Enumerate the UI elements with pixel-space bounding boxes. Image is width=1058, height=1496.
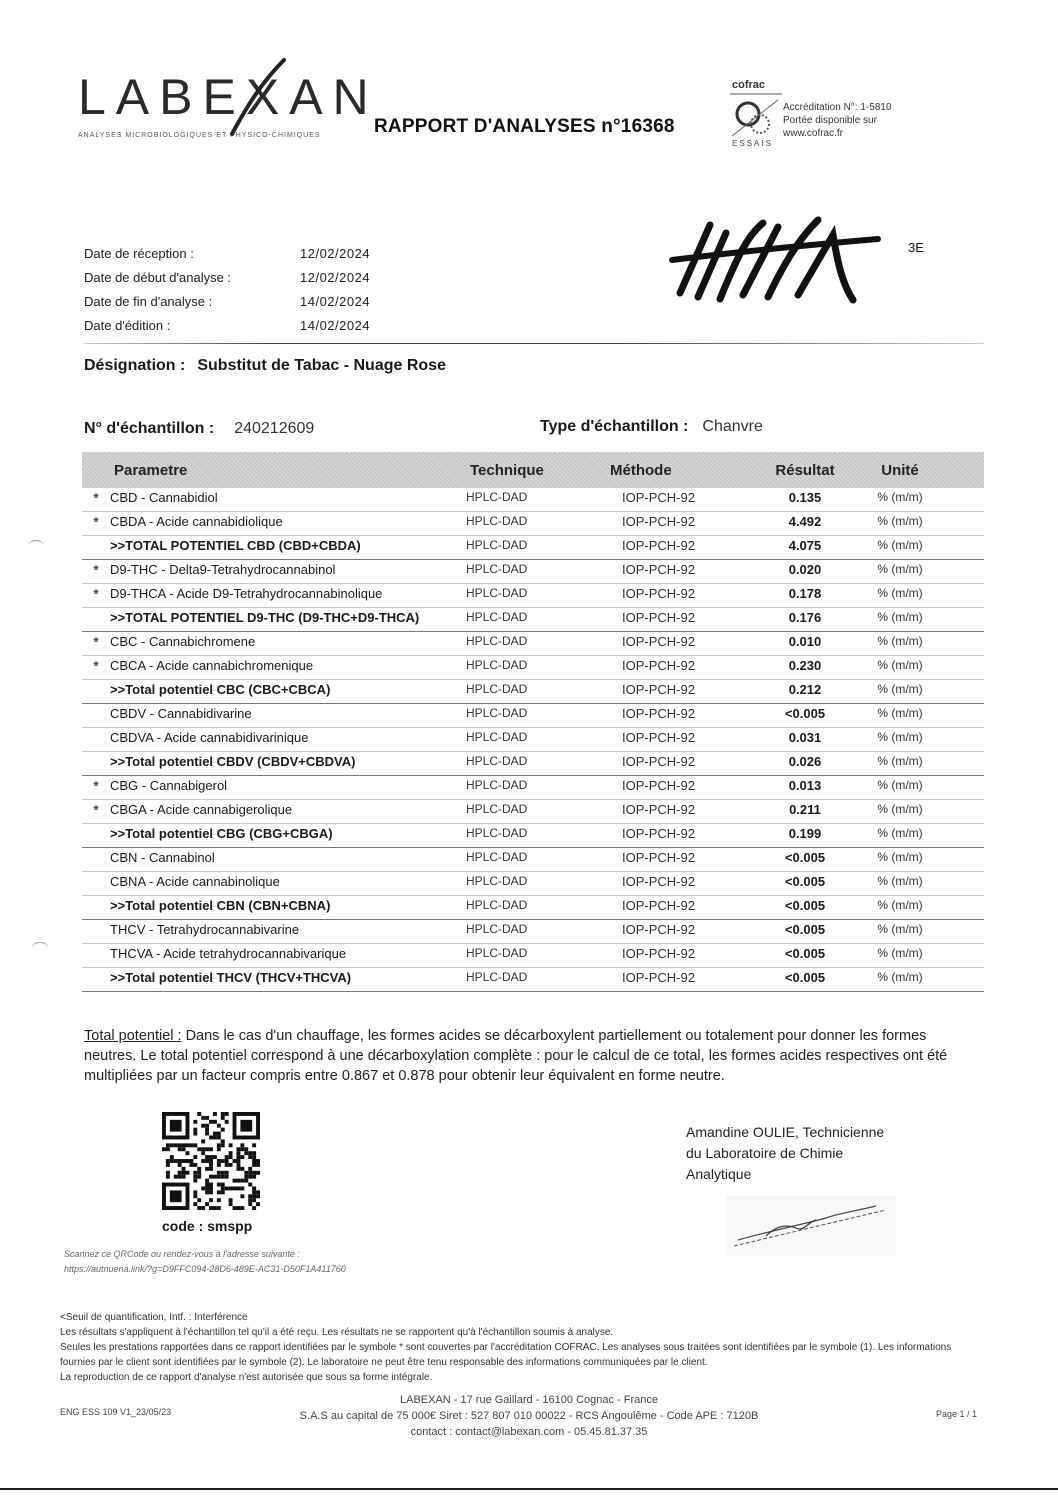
table-row bbox=[82, 824, 984, 848]
date-row bbox=[84, 265, 370, 289]
date-label: Date de fin d'analyse : bbox=[84, 293, 213, 309]
stamp-tag: 3E bbox=[908, 240, 924, 255]
header-method: Méthode bbox=[610, 461, 672, 479]
handwritten-signature-icon bbox=[668, 205, 898, 315]
punch-mark bbox=[28, 540, 44, 551]
legal-notes bbox=[60, 1310, 1040, 1385]
result-value: 0.211 bbox=[789, 802, 821, 817]
result-value: 4.492 bbox=[788, 514, 822, 529]
qr-url-link[interactable]: https://autnuena.link/?g=D9FFC094-28D6-489E-AC31-D50F1A411760 bbox=[64, 1264, 346, 1274]
parameter-name: CBDA - Acide cannabidiolique bbox=[110, 514, 283, 529]
table-row bbox=[82, 776, 984, 800]
table-row bbox=[82, 608, 984, 632]
parameter-name: CBGA - Acide cannabigerolique bbox=[110, 802, 293, 817]
result-value: <0.005 bbox=[784, 922, 826, 937]
unit: % (m/m) bbox=[877, 946, 923, 960]
technique: HPLC-DAD bbox=[466, 586, 528, 600]
table-row bbox=[82, 752, 984, 776]
logo-wordmark: LABEXAN bbox=[78, 69, 379, 125]
legal-line: La reproduction de ce rapport d'analyse n'est autorisée que sous sa forme intégrale. bbox=[60, 1372, 433, 1383]
technician-dept: Analytique bbox=[686, 1166, 752, 1182]
parameter-name: CBDVA - Acide cannabidivarinique bbox=[110, 730, 309, 745]
company-legal: S.A.S au capital de 75 000€ Siret : 527 807 010 00022 - RCS Angoulême - Code APE : 7120B bbox=[299, 1410, 759, 1422]
method: IOP-PCH-92 bbox=[622, 874, 695, 889]
technique: HPLC-DAD bbox=[466, 610, 528, 624]
table-row bbox=[82, 704, 984, 728]
method: IOP-PCH-92 bbox=[622, 634, 695, 649]
dates-block bbox=[84, 241, 370, 337]
designation-label: Désignation : bbox=[84, 357, 186, 374]
technician-role: du Laboratoire de Chimie bbox=[686, 1145, 844, 1161]
sample-type-value: Chanvre bbox=[702, 418, 763, 435]
star-marker: * bbox=[93, 562, 99, 579]
document-reference: ENG ESS 109 V1_23/05/23 bbox=[60, 1407, 172, 1417]
parameter-name: CBCA - Acide cannabichromenique bbox=[110, 658, 314, 673]
legal-line: fournies par le client sont identifiées par le symbole (2). Le laboratoire ne peut être tenu responsable des informations communiquées par le client. bbox=[60, 1357, 708, 1368]
star-marker: * bbox=[93, 586, 99, 603]
unit: % (m/m) bbox=[877, 706, 923, 720]
unit: % (m/m) bbox=[877, 754, 923, 768]
punch-mark bbox=[32, 942, 48, 953]
method: IOP-PCH-92 bbox=[622, 826, 695, 841]
parameter-name: CBD - Cannabidiol bbox=[110, 490, 218, 505]
table-row bbox=[82, 512, 984, 536]
result-value: <0.005 bbox=[784, 946, 826, 961]
labexan-logo bbox=[78, 69, 379, 139]
logo-swoosh-icon bbox=[226, 58, 286, 138]
technician-block bbox=[686, 1122, 884, 1185]
result-value: 0.212 bbox=[788, 682, 822, 697]
star-marker: * bbox=[93, 802, 99, 819]
table-row bbox=[82, 800, 984, 824]
technique: HPLC-DAD bbox=[466, 562, 528, 576]
date-value: 12/02/2024 bbox=[300, 269, 371, 285]
parameter-name: THCVA - Acide tetrahydrocannabivarique bbox=[110, 946, 347, 961]
result-value: <0.005 bbox=[784, 874, 826, 889]
table-header bbox=[82, 452, 984, 488]
section-divider bbox=[84, 343, 984, 344]
date-value: 14/02/2024 bbox=[300, 317, 371, 333]
result-value: <0.005 bbox=[784, 706, 826, 721]
technique: HPLC-DAD bbox=[466, 922, 528, 936]
result-value: 0.199 bbox=[788, 826, 822, 841]
date-row bbox=[84, 313, 370, 337]
result-value: 0.020 bbox=[788, 562, 822, 577]
sample-number-label: N° d'échantillon : bbox=[84, 420, 215, 437]
parameter-name: CBN - Cannabinol bbox=[110, 850, 215, 865]
date-value: 14/02/2024 bbox=[300, 293, 371, 309]
sample-number-value: 240212609 bbox=[234, 420, 315, 437]
company-footer bbox=[0, 1392, 1058, 1440]
technique: HPLC-DAD bbox=[466, 706, 528, 720]
table-row bbox=[82, 584, 984, 608]
date-label: Date de réception : bbox=[84, 245, 194, 261]
technique: HPLC-DAD bbox=[466, 730, 528, 744]
table-row bbox=[82, 656, 984, 680]
parameter-name: >>Total potentiel THCV (THCV+THCVA) bbox=[110, 970, 352, 985]
unit: % (m/m) bbox=[877, 730, 923, 744]
header-unit: Unité bbox=[881, 461, 919, 479]
parameter-name: >>Total potentiel CBN (CBN+CBNA) bbox=[110, 898, 331, 913]
date-label: Date de début d'analyse : bbox=[84, 269, 232, 285]
method: IOP-PCH-92 bbox=[622, 730, 695, 745]
technician-signature-icon bbox=[726, 1196, 896, 1256]
method: IOP-PCH-92 bbox=[622, 850, 695, 865]
unit: % (m/m) bbox=[877, 682, 923, 696]
note-label: Total potentiel : bbox=[84, 1028, 182, 1044]
method: IOP-PCH-92 bbox=[622, 754, 695, 769]
technique: HPLC-DAD bbox=[466, 538, 528, 552]
parameter-name: >>Total potentiel CBG (CBG+CBGA) bbox=[110, 826, 333, 841]
cofrac-label: cofrac bbox=[732, 79, 766, 91]
method: IOP-PCH-92 bbox=[622, 970, 695, 985]
table-row bbox=[82, 968, 984, 992]
date-row bbox=[84, 289, 370, 313]
unit: % (m/m) bbox=[877, 778, 923, 792]
result-value: 0.178 bbox=[788, 586, 822, 601]
total-potential-note bbox=[84, 1026, 964, 1086]
method: IOP-PCH-92 bbox=[622, 658, 695, 673]
result-value: 0.135 bbox=[788, 490, 822, 505]
parameter-name: >>Total potentiel CBC (CBC+CBCA) bbox=[110, 682, 331, 697]
technique: HPLC-DAD bbox=[466, 682, 528, 696]
technique: HPLC-DAD bbox=[466, 898, 528, 912]
sample-type bbox=[540, 418, 763, 436]
star-marker: * bbox=[93, 658, 99, 675]
unit: % (m/m) bbox=[877, 850, 923, 864]
parameter-name: CBC - Cannabichromene bbox=[110, 634, 256, 649]
technique: HPLC-DAD bbox=[466, 946, 528, 960]
technique: HPLC-DAD bbox=[466, 490, 528, 504]
unit: % (m/m) bbox=[877, 634, 923, 648]
technique: HPLC-DAD bbox=[466, 826, 528, 840]
report-title: RAPPORT D'ANALYSES n°16368 bbox=[374, 116, 675, 137]
parameter-name: CBG - Cannabigerol bbox=[110, 778, 228, 793]
star-marker: * bbox=[93, 514, 99, 531]
scope-line: Portée disponible sur bbox=[783, 115, 877, 126]
result-value: <0.005 bbox=[784, 850, 826, 865]
unit: % (m/m) bbox=[877, 514, 923, 528]
result-value: 0.013 bbox=[788, 778, 822, 793]
header-technique: Technique bbox=[470, 461, 544, 479]
page-bottom-rule bbox=[0, 1488, 1058, 1490]
method: IOP-PCH-92 bbox=[622, 514, 695, 529]
result-value: <0.005 bbox=[784, 898, 826, 913]
page-number: Page 1 / 1 bbox=[936, 1409, 978, 1419]
method: IOP-PCH-92 bbox=[622, 610, 695, 625]
method: IOP-PCH-92 bbox=[622, 778, 695, 793]
technique: HPLC-DAD bbox=[466, 802, 528, 816]
method: IOP-PCH-92 bbox=[622, 682, 695, 697]
method: IOP-PCH-92 bbox=[622, 946, 695, 961]
table-row bbox=[82, 896, 984, 920]
technique: HPLC-DAD bbox=[466, 778, 528, 792]
table-row bbox=[82, 560, 984, 584]
designation bbox=[84, 357, 446, 375]
parameter-name: D9-THCA - Acide D9-Tetrahydrocannabinolique bbox=[110, 586, 383, 601]
unit: % (m/m) bbox=[877, 922, 923, 936]
logo-subtitle: ANALYSES MICROBIOLOGIQUES ET PHYSICO-CHIMIQUES bbox=[78, 132, 321, 139]
result-value: <0.005 bbox=[784, 970, 826, 985]
designation-value: Substitut de Tabac - Nuage Rose bbox=[197, 357, 446, 374]
table-body bbox=[82, 488, 984, 992]
method: IOP-PCH-92 bbox=[622, 562, 695, 577]
company-address: LABEXAN - 17 rue Gaillard - 16100 Cognac - France bbox=[399, 1394, 659, 1406]
date-value: 12/02/2024 bbox=[300, 245, 371, 261]
qr-scan-text: Scannez ce QRCode ou rendez-vous à l'adresse suivante : bbox=[64, 1249, 300, 1259]
accreditation-number: Accréditation N°: 1-5810 bbox=[783, 102, 892, 113]
method: IOP-PCH-92 bbox=[622, 586, 695, 601]
technique: HPLC-DAD bbox=[466, 754, 528, 768]
method: IOP-PCH-92 bbox=[622, 922, 695, 937]
scope-link[interactable]: www.cofrac.fr bbox=[783, 128, 844, 139]
technique: HPLC-DAD bbox=[466, 970, 528, 984]
star-marker: * bbox=[93, 490, 99, 507]
unit: % (m/m) bbox=[877, 874, 923, 888]
header-result: Résultat bbox=[775, 461, 835, 479]
star-marker: * bbox=[93, 778, 99, 795]
unit: % (m/m) bbox=[877, 562, 923, 576]
legal-line: Les résultats s'appliquent à l'échantillon tel qu'il a été reçu. Les résultats ne se rapportent qu'à l'échantillon soumis à analyse. bbox=[60, 1327, 614, 1338]
table-row bbox=[82, 920, 984, 944]
table-row bbox=[82, 944, 984, 968]
unit: % (m/m) bbox=[877, 538, 923, 552]
parameter-name: CBDV - Cannabidivarine bbox=[110, 706, 252, 721]
parameter-name: THCV - Tetrahydrocannabivarine bbox=[110, 922, 300, 937]
method: IOP-PCH-92 bbox=[622, 898, 695, 913]
table-row bbox=[82, 488, 984, 512]
date-row bbox=[84, 241, 370, 265]
sample-number bbox=[84, 420, 314, 438]
method: IOP-PCH-92 bbox=[622, 490, 695, 505]
method: IOP-PCH-92 bbox=[622, 802, 695, 817]
technician-name: Amandine OULIE, Technicienne bbox=[686, 1124, 885, 1140]
result-value: 4.075 bbox=[788, 538, 822, 553]
qr-code-icon[interactable] bbox=[162, 1112, 260, 1210]
star-marker: * bbox=[93, 634, 99, 651]
date-label: Date d'édition : bbox=[84, 317, 171, 333]
cofrac-sub: ESSAIS bbox=[732, 139, 773, 148]
unit: % (m/m) bbox=[877, 586, 923, 600]
unit: % (m/m) bbox=[877, 826, 923, 840]
unit: % (m/m) bbox=[877, 802, 923, 816]
unit: % (m/m) bbox=[877, 970, 923, 984]
company-contact: contact : contact@labexan.com - 05.45.81.37.35 bbox=[410, 1426, 648, 1438]
header-parameter: Parametre bbox=[114, 461, 188, 479]
technique: HPLC-DAD bbox=[466, 658, 528, 672]
unit: % (m/m) bbox=[877, 658, 923, 672]
parameter-name: >>TOTAL POTENTIEL CBD (CBD+CBDA) bbox=[110, 538, 361, 553]
parameter-name: >>TOTAL POTENTIEL D9-THC (D9-THC+D9-THCA) bbox=[110, 610, 420, 625]
sample-type-label: Type d'échantillon : bbox=[540, 418, 689, 435]
unit: % (m/m) bbox=[877, 490, 923, 504]
qr-instructions bbox=[64, 1247, 346, 1277]
table-row bbox=[82, 632, 984, 656]
method: IOP-PCH-92 bbox=[622, 706, 695, 721]
note-text: Dans le cas d'un chauffage, les formes acides se décarboxylent partiellement ou totalement pour donner les formes neutres. Le total potentiel correspond à une décarboxylation complète : pour le calcul de ce total, les formes acides respectives ont été multipliées par un facteur compris entre 0.867 et 0.878 pour obtenir leur équivalent en forme neutre. bbox=[84, 1028, 948, 1084]
unit: % (m/m) bbox=[877, 898, 923, 912]
unit: % (m/m) bbox=[877, 610, 923, 624]
accreditation-info bbox=[783, 101, 892, 140]
results-table bbox=[82, 452, 984, 992]
legal-line: <Seuil de quantification, Intf. : Interférence bbox=[60, 1312, 248, 1323]
table-row bbox=[82, 536, 984, 560]
result-value: 0.230 bbox=[788, 658, 822, 673]
table-row bbox=[82, 680, 984, 704]
legal-line: Seules les prestations rapportées dans ce rapport identifiées par le symbole * sont couvertes par l'accréditation COFRAC. Les analyses sous traitées sont identifiées par le symbole (1). Les informations bbox=[60, 1342, 952, 1353]
parameter-name: >>Total potentiel CBDV (CBDV+CBDVA) bbox=[110, 754, 356, 769]
cofrac-logo-icon bbox=[728, 76, 784, 148]
technique: HPLC-DAD bbox=[466, 634, 528, 648]
result-value: 0.176 bbox=[788, 610, 822, 625]
parameter-name: CBNA - Acide cannabinolique bbox=[110, 874, 280, 889]
table-row bbox=[82, 848, 984, 872]
table-row bbox=[82, 872, 984, 896]
technique: HPLC-DAD bbox=[466, 874, 528, 888]
table-row bbox=[82, 728, 984, 752]
result-value: 0.031 bbox=[788, 730, 822, 745]
method: IOP-PCH-92 bbox=[622, 538, 695, 553]
technique: HPLC-DAD bbox=[466, 850, 528, 864]
result-value: 0.026 bbox=[788, 754, 822, 769]
parameter-name: D9-THC - Delta9-Tetrahydrocannabinol bbox=[110, 562, 336, 577]
qr-code-label: code : smspp bbox=[162, 1218, 253, 1234]
technique: HPLC-DAD bbox=[466, 514, 528, 528]
result-value: 0.010 bbox=[788, 634, 822, 649]
